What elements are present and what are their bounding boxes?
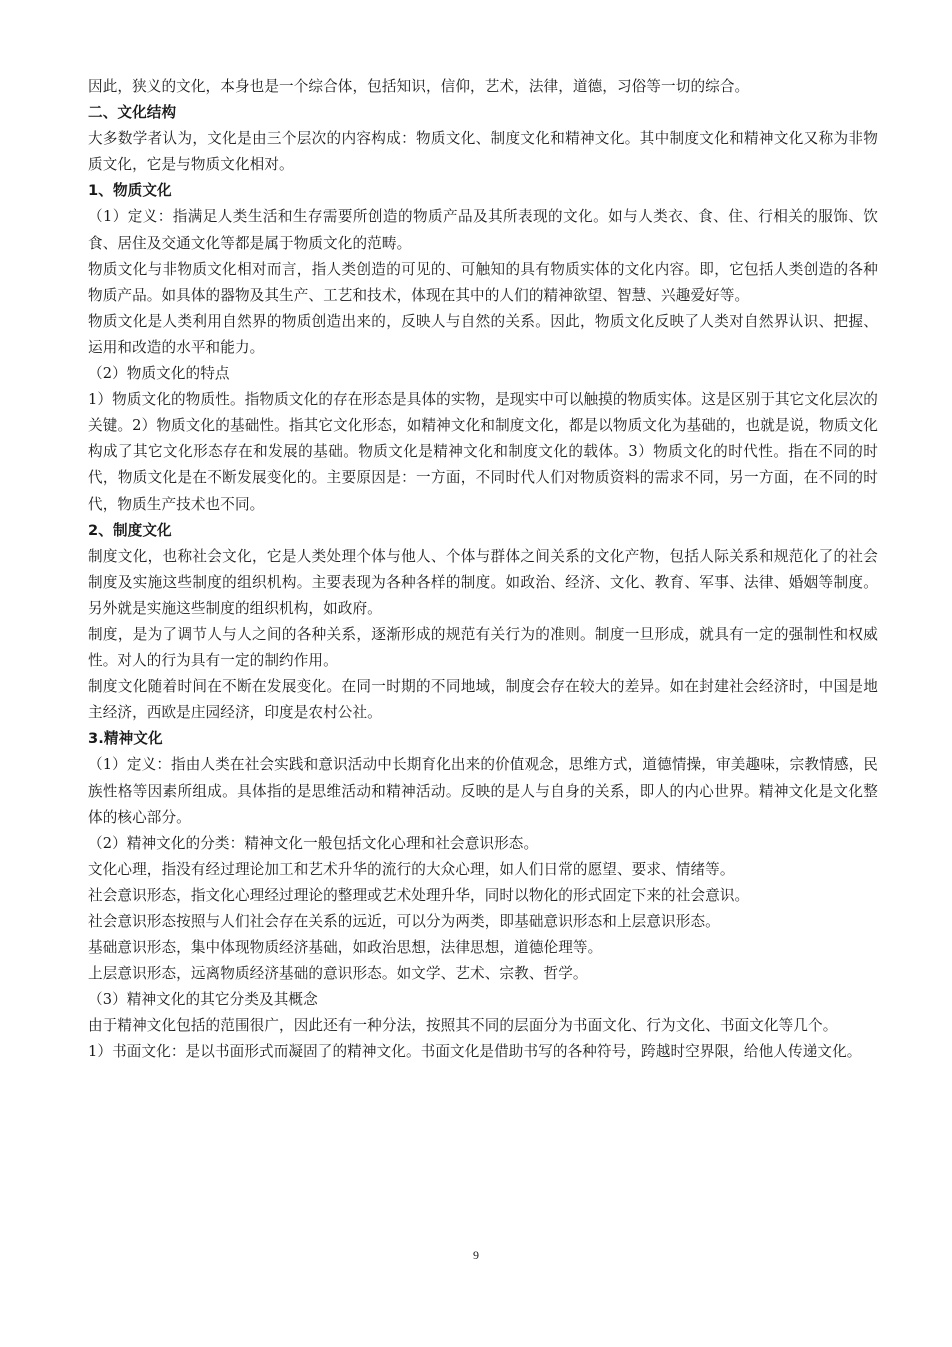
paragraph: 1）物质文化的物质性。指物质文化的存在形态是具体的实物，是现实中可以触摸的物质实体。这是区别于其它文化层次的关键。2）物质文化的基础性。指其它文化形态，如精神文化和制度文化，都是以物质文化为基础的，也就是说，物质文化构成了其它文化形态存在和发展的基础。物质文化是精神文化和制度文化的载体。3）物质文化的时代性。指在不同的时代，物质文化是在不断发展变化的。主要原因是：一方面，不同时代人们对物质资料的需求不同，另一方面，在不同的时代，物质生产技术也不同。 <box>88 391 878 513</box>
page-number: 9 <box>473 1248 479 1262</box>
paragraph: 文化心理，指没有经过理论加工和艺术升华的流行的大众心理，如人们日常的愿望、要求、情绪等。 <box>88 860 735 878</box>
paragraph: 因此，狭义的文化，本身也是一个综合体，包括知识，信仰，艺术，法律，道德，习俗等一切的综合。 <box>88 78 750 95</box>
paragraph: （2）物质文化的特点 <box>88 365 230 383</box>
paragraph: （1）定义：指由人类在社会实践和意识活动中长期育化出来的价值观念，思维方式，道德情操，审美趣味，宗教情感，民族性格等因素所组成。具体指的是思维活动和精神活动。反映的是人与自身的关系，即人的内心世界。精神文化是文化整体的核心部分。 <box>88 756 878 826</box>
paragraph: 上层意识形态，远离物质经济基础的意识形态。如文学、艺术、宗教、哲学。 <box>88 965 588 983</box>
paragraph: 1）书面文化：是以书面形式而凝固了的精神文化。书面文化是借助书写的各种符号，跨越时空界限，给他人传递文化。 <box>88 1043 862 1061</box>
paragraph: 制度，是为了调节人与人之间的各种关系，逐渐形成的规范有关行为的准则。制度一旦形成，就具有一定的强制性和权威性。对人的行为具有一定的制约作用。 <box>88 625 878 670</box>
paragraph: 制度文化随着时间在不断在发展变化。在同一时期的不同地域，制度会存在较大的差异。如在封建社会经济时，中国是地主经济，西欧是庄园经济，印度是农村公社。 <box>88 678 878 722</box>
paragraph: （1）定义：指满足人类生活和生存需要所创造的物质产品及其所表现的文化。如与人类衣、食、住、行相关的服饰、饮食、居住及交通文化等都是属于物质文化的范畴。 <box>88 208 878 252</box>
paragraph: 物质文化是人类利用自然界的物质创造出来的，反映人与自然的关系。因此，物质文化反映了人类对自然界认识、把握、运用和改造的水平和能力。 <box>88 312 878 356</box>
section-heading: 二、文化结构 <box>88 104 177 122</box>
page-body <box>88 74 878 1066</box>
paragraph: 由于精神文化包括的范围很广，因此还有一种分法，按照其不同的层面分为书面文化、行为文化、书面文化等几个。 <box>88 1017 838 1035</box>
paragraph: 物质文化与非物质文化相对而言，指人类创造的可见的、可触知的具有物质实体的文化内容。即，它包括人类创造的各种物质产品。如具体的器物及其生产、工艺和技术，体现在其中的人们的精神欲望、智慧、兴趣爱好等。 <box>88 260 878 304</box>
subsection-heading: 2、制度文化 <box>88 521 172 539</box>
paragraph: 基础意识形态，集中体现物质经济基础，如政治思想，法律思想，道德伦理等。 <box>88 939 603 957</box>
paragraph: （2）精神文化的分类：精神文化一般包括文化心理和社会意识形态。 <box>88 834 539 852</box>
subsection-heading: 1、物质文化 <box>88 182 172 200</box>
paragraph: 大多数学者认为，文化是由三个层次的内容构成：物质文化、制度文化和精神文化。其中制度文化和精神文化又称为非物质文化，它是与物质文化相对。 <box>88 130 878 174</box>
paragraph: （3）精神文化的其它分类及其概念 <box>88 991 318 1009</box>
paragraph: 制度文化，也称社会文化，它是人类处理个体与他人、个体与群体之间关系的文化产物，包括人际关系和规范化了的社会制度及实施这些制度的组织机构。主要表现为各种各样的制度。如政治、经济、文化、教育、军事、法律、婚姻等制度。另外就是实施这些制度的组织机构，如政府。 <box>88 547 878 617</box>
subsection-heading: 3.精神文化 <box>88 730 163 748</box>
paragraph: 社会意识形态按照与人们社会存在关系的远近，可以分为两类，即基础意识形态和上层意识形态。 <box>88 913 720 930</box>
paragraph: 社会意识形态，指文化心理经过理论的整理或艺术处理升华，同时以物化的形式固定下来的社会意识。 <box>88 886 750 904</box>
